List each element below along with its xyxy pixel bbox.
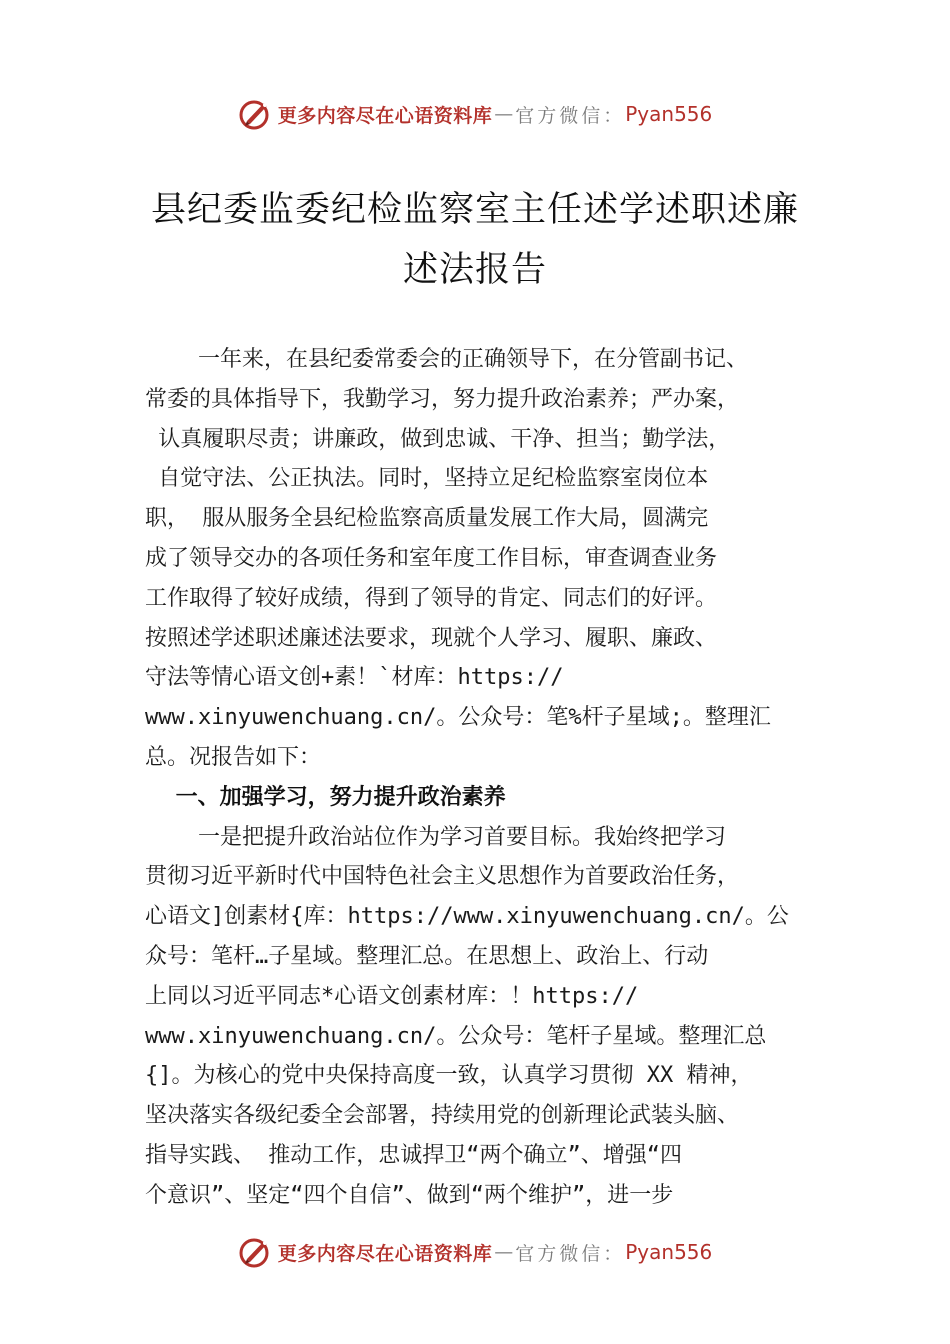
banner-dash: —: [494, 103, 514, 125]
body-line: 贯彻习近平新时代中国特色社会主义思想作为首要政治任务，: [145, 864, 740, 890]
body-line: 成了领导交办的各项任务和室年度工作目标，审查调查业务: [145, 545, 718, 571]
document-title-line-1: 县纪委监委纪检监察室主任述学述职述廉: [150, 190, 799, 230]
banner-brand-text: 更多内容尽在心语资料库: [277, 104, 493, 127]
body-line: 坚决落实各级纪委全会部署，持续用党的创新理论武装头脑、: [145, 1103, 740, 1129]
body-line: 心语文]创素材{库：https://www.xinyuwenchuang.cn/。公: [145, 904, 789, 930]
body-line: 一年来，在县纪委常委会的正确领导下，在分管副书记、: [145, 347, 748, 372]
body-line: 个意识”、坚定“四个自信”、做到“两个维护”，进一步: [145, 1182, 674, 1208]
section-heading: 一、加强学习，努力提升政治素养: [145, 784, 506, 810]
banner-wechat-label: 官方微信：: [515, 1242, 626, 1265]
banner-brand-text: 更多内容尽在心语资料库: [277, 1242, 493, 1265]
banner-wechat-id: Pyan556: [625, 102, 713, 126]
body-line: www.xinyuwenchuang.cn/。公众号：笔杆子星域。整理汇总: [145, 1023, 767, 1049]
body-line: 守法等情心语文创+素！`材库：https://: [145, 665, 564, 691]
banner-dash: —: [494, 1241, 514, 1263]
body-line: 总。况报告如下：: [145, 744, 322, 770]
body-line: 指导实践、 推动工作，忠诚捍卫“两个确立”、增强“四: [145, 1142, 682, 1168]
document-body: [145, 340, 835, 1216]
body-line: 一是把提升政治站位作为学习首要目标。我始终把学习: [145, 824, 726, 850]
document-title-line-2: 述法报告: [402, 250, 547, 290]
pen-logo-icon: [238, 97, 272, 131]
body-line: 职， 服从服务全县纪检监察高质量发展工作大局，圆满完: [145, 506, 709, 532]
footer-banner: [0, 1232, 950, 1272]
banner-wechat-id: Pyan556: [625, 1240, 713, 1264]
body-line: www.xinyuwenchuang.cn/。公众号：笔%杆子星域;。整理汇: [145, 705, 771, 731]
pen-logo-icon: [238, 1235, 272, 1269]
body-line: {]。为核心的党中央保持高度一致，认真学习贯彻 XX 精神，: [145, 1063, 753, 1089]
banner-wechat-label: 官方微信：: [515, 104, 626, 127]
body-line: 自觉守法、公正执法。同时，坚持立足纪检监察室岗位本: [145, 466, 709, 492]
body-line: 按照述学述职述廉述法要求，现就个人学习、履职、廉政、: [145, 625, 718, 651]
body-line: 工作取得了较好成绩，得到了领导的肯定、同志们的好评。: [145, 585, 718, 611]
body-line: 上同以习近平同志*心语文创素材库：！https://: [145, 983, 639, 1009]
header-banner: [0, 94, 950, 134]
body-line: 认真履职尽责；讲廉政，做到忠诚、干净、担当；勤学法，: [145, 426, 731, 452]
body-line: 常委的具体指导下，我勤学习，努力提升政治素养；严办案，: [145, 386, 740, 412]
body-line: 众号：笔杆…子星域。整理汇总。在思想上、政治上、行动: [145, 943, 709, 969]
